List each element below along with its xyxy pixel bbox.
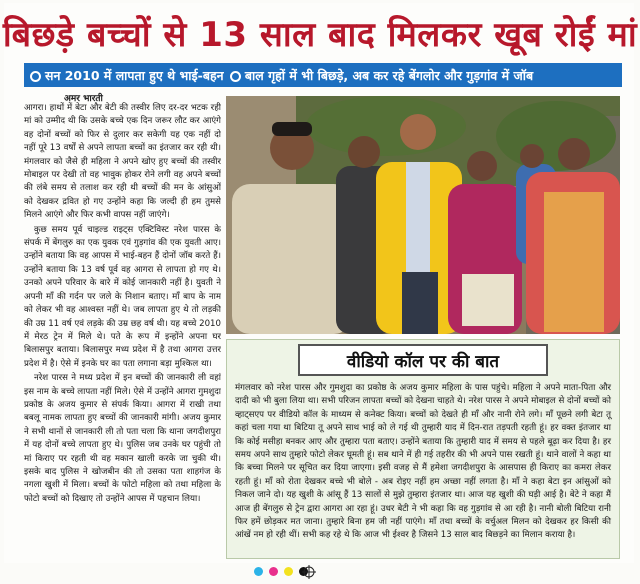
newspaper-clipping: [2, 3, 638, 563]
yellow-dot: [284, 567, 293, 576]
ring-bullet-icon: [30, 71, 41, 82]
magenta-dot: [269, 567, 278, 576]
left-column-article: [24, 102, 221, 559]
registration-mark-icon: [302, 565, 316, 579]
cyan-dot: [254, 567, 263, 576]
ring-bullet-icon: [230, 71, 241, 82]
news-photo: [226, 96, 620, 334]
headline: [2, 9, 638, 57]
article-paragraph: आगरा। हाथों में बेटा और बेटी की तस्वीर लिए दर-दर भटक रही मां को उम्मीद थी कि उसके बच्चे एक दिन जरूर लौट कर आएंगे वह दोनों बच्चों को फिर से दुलार कर सकेगी यह एक नहीं दो नहीं पूरे 13 वर्षों से अपने लापता बच्चों का इंतजार कर रही थी। मंगलवार को जैसे ही महिला ने अपने खोए हुए बच्चों की तस्वीर मोबाइल पर देखी तो वह भावुक होकर रोने लगी वह अपने बच्चों की लंबे समय से तलाश कर रही थी बच्चों की मन के आंसुओं को देखकर द्रवित हो गए उन्होंने कहा कि जल्दी ही हम तुमसे मिलने आएंगे और फिर कभी वापस नहीं जाएंगे।: [24, 103, 221, 221]
article-paragraph: नरेश पारस ने मध्य प्रदेश में इन बच्चों की जानकारी ली वहां इस नाम के बच्चे लापता नहीं मिले। ऐसे में उन्होंने आगरा गुमशुदा प्रकोष्ठ के अजय कुमार से संपर्क किया। आगरा में राखी तथा बबलू नामक लापता हुए बच्चों की जानकारी मांगी। अजय कुमार ने सभी थानों से जानकारी ली तो पता चला कि थाना जगदीशपुरा में यह दोनों बच्चे लापता हुए थे। पुलिस जब उनके घर पहुंची तो मां किराए पर रहती थी वह मकान खाली करके जा चुकी थी। इसके बाद पुलिस ने खोजबीन की तो उसका पता शाहगंज के नगला खुशी में मिला। बच्चों के फोटो महिला को तथा महिला के फोटो बच्चों को दिखाए तो उन्होंने आपस में पहचान लिया।: [24, 373, 221, 504]
print-color-dots: [254, 567, 308, 576]
video-call-box: [226, 339, 620, 559]
subheadline: [24, 67, 533, 84]
subheadline-part2: बाल गृहों में भी बिछड़े, अब कर रहे बेंगलोर और गुड़गांव में जॉब: [244, 67, 534, 83]
subheadline-part1: सन 2010 में लापता हुए थे भाई-बहन: [45, 67, 224, 83]
box-title: वीडियो कॉल पर की बात: [298, 344, 548, 376]
box-text: मंगलवार को नरेश पारस और गुमशुदा का प्रकोष्ठ के अजय कुमार महिला के पास पहुंचे। महिला ने अपने माता-पिता और दादी को भी बुला लिया था। सभी परिजन लापता बच्चों को देखना चाहते थे। नरेश पारस ने अपने मोबाइल से दोनों बच्चों को व्हाट्सएप पर वीडियो कॉल के माध्यम से कनेक्ट किया। बच्चों को देखते ही माँ और नानी रोने लगे। माँ पूछने लगी बेटा तू कहां चला गया था बिटिया तू अपने साथ भाई को ले गई थी तुम्हारी याद में दिन-रात तड़पती रहती हूं। हर वक्त इंतजार था कि कोई मसीहा बनकर आए और तुम्हारा पता बताए। उन्होंने बताया कि तुम्हारी याद में समय से पहले बूढ़ा कर दिया है। हर समय अपने साथ तुम्हारे फोटो लेकर घूमती हूं। सब थाने में ही गई तहरीर की भी अपने पास रखती हूं। थाने वालों ने कहा था कि बच्चा मिलने पर सूचित कर दिया जाएगा। इसी वजह से मैं हमेशा जगदीशपुरा के आसपास ही किराए का कमरा लेकर रहती हूं। माँ को रोता देखकर बच्चे भी बोले - अब रोइए नहीं हम अच्छा नहीं लगता है। माँ ने कहा बेटा इन आंसुओं को निकल जाने दो। यह खुशी के आंसू हैं 13 सालों से मुझे तुम्हारा इंतजार था। आज यह खुशी की घड़ी आई है। बेटे ने कहा मैं आज ही बेंगलुरु से ट्रेन द्वारा आगरा आ रहा हूं। उधर बेटी ने भी कहा कि वह गुड़गांव से आ रही है। नानी बोली बिटिया रानी फिर हमें छोड़कर मत जाना। तुम्हारे बिना हम जी नहीं पाएंगे। माँ तथा बच्चों के वर्चुअल मिलन को देखकर हर किसी की आंखें नम हो रही थीं। सभी कह रहे थे कि आज भी ईश्वर है जिसने 13 साल बाद बिछड़ने का मिलान कराया है।: [235, 383, 611, 541]
byline: अमर भारती: [64, 94, 103, 104]
headline-text: बिछड़े बच्चों से 13 साल बाद मिलकर खूब रोईं मां: [2, 15, 638, 55]
group-photo-illustration: [226, 96, 620, 334]
subheadline-bar: [24, 63, 622, 87]
article-paragraph: कुछ समय पूर्व चाइल्ड राइट्स एक्टिविस्ट नरेश पारस के संपर्क में बेंगलुरु का एक युवक एवं गुड़गांव की एक युवती आए। उन्होंने बताया कि वह आपस में भाई-बहन हैं दोनों जॉब करते हैं। उन्होंने बताया कि 13 वर्ष पूर्व वह आगरा से लापता हो गए थे। उनको अपने परिवार के बारे में कोई जानकारी नहीं है। युवती ने अपनी माँ की गर्दन पर जले के निशान बताए। माँ बाप के नाम को लेकर भी वह आश्वस्त नहीं थे। जब लापता हुए थे तो लड़की की उम्र 11 वर्ष एवं लड़के की उम्र छह वर्ष थी। यह बच्चे 2010 में मेरठ ट्रेन में मिले थे। पते के रूप में इन्होंने अपना घर बिलासपुर बताया। बिलासपुर मध्य प्रदेश में है तथा आगरा उत्तर प्रदेश में है। ऐसे में इनके घर का पता लगाना बड़ा मुश्किल था।: [24, 224, 221, 369]
